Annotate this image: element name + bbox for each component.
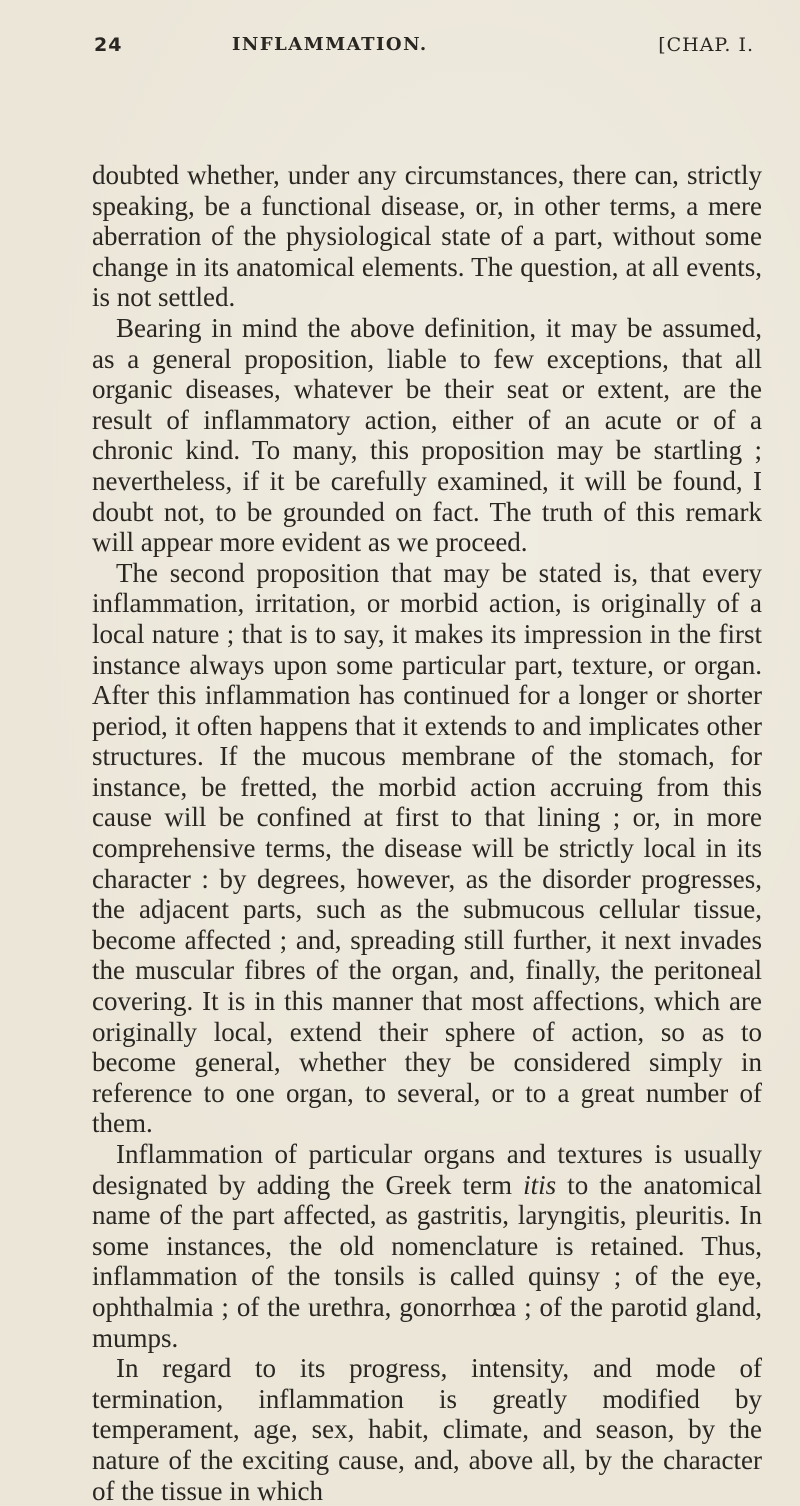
running-title: INFLAMMATION. (232, 34, 428, 55)
nomenclature-text-start: Inflammation of particular organs and textures is usually designated by adding the Greek term (92, 1139, 762, 1200)
paragraph-second-proposition: The second proposition that may be stated is, that every inflammation, irritation, or morbid action, is originally of a local nature ; that is to say, it makes its impression in the first instance always upon some particular part, texture, or organ. After this inflammation has continued for a longer or shorter period, it often happens that it extends to and implicates other structures. If the mucous membrane of the stomach, for instance, be fretted, the morbid action accruing from this cause will be confined at first to that lining ; or, in more comprehensive terms, the disease will be strictly local in its character : by degrees, however, as the disorder progresses, the adjacent parts, such as the submucous cellular tissue, become affected ; and, spreading still further, it next invades the muscular fibres of the organ, and, finally, the peritoneal covering. It is in this manner that most affections, which are originally local, extend their sphere of action, so as to become general, whether they be considered simply in reference to one organ, to several, or to a great number of them. (92, 557, 762, 1139)
page-number: 24 (94, 34, 123, 56)
body-text (92, 160, 762, 1506)
paragraph-continued: doubted whether, under any circumstances, there can, strictly speaking, be a functional disease, or, in other terms, a mere aberration of the physiological state of a part, without some change in its anatomical elements. The question, at all events, is not settled. (92, 160, 762, 313)
greek-term-itis: itis (523, 1169, 557, 1200)
running-head (92, 34, 762, 70)
paragraph-progress: In regard to its progress, intensity, and mode of termination, inflammation is greatly modified by temperament, age, sex, habit, climate, and season, by the nature of the exciting cause, and, above all, by the character of the tissue in which (92, 1353, 762, 1506)
paragraph-nomenclature (92, 1139, 762, 1353)
paragraph-general-proposition: Bearing in mind the above definition, it may be assumed, as a general proposition, liable to few exceptions, that all organic diseases, whatever be their seat or extent, are the result of inflammatory action, either of an acute or of a chronic kind. To many, this proposition may be startling ; nevertheless, if it be carefully examined, it will be found, I doubt not, to be grounded on fact. The truth of this remark will appear more evident as we proceed. (92, 312, 762, 558)
chapter-marker: [CHAP. I. (658, 34, 754, 56)
nomenclature-text-end: to the anatomical name of the part affected, as gastritis, laryngitis, pleuritis. In some instances, the old nomenclature is retained. Thus, inflammation of the tonsils is called quinsy ; of the eye, ophthalmia ; of the urethra, gonorrhœa ; of the parotid gland, mumps. (92, 1169, 762, 1353)
